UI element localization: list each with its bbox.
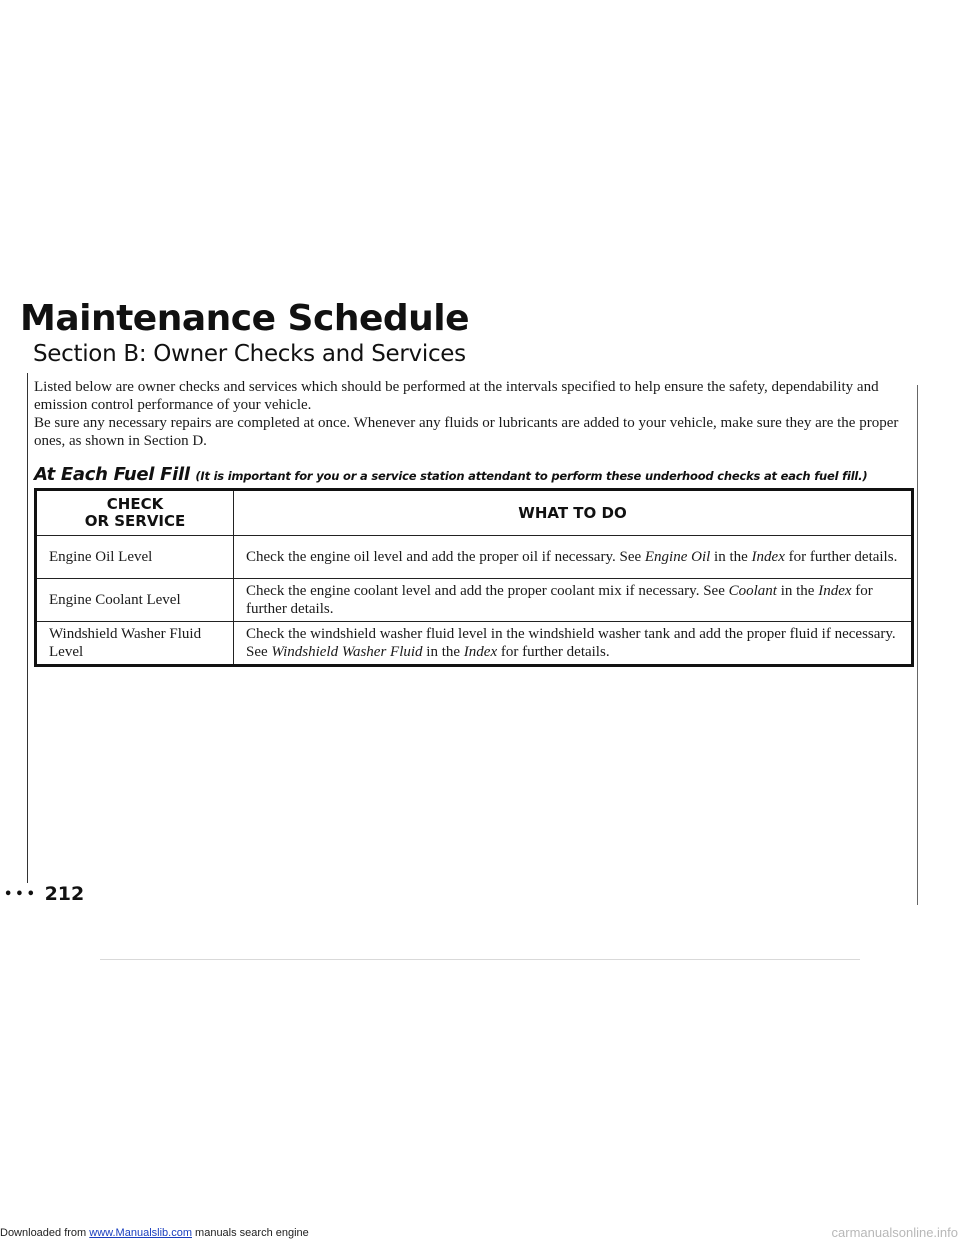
todo-text: in the bbox=[422, 644, 464, 660]
check-cell: Windshield Washer Fluid Level bbox=[36, 622, 234, 666]
page-title: Maintenance Schedule bbox=[20, 298, 470, 339]
table-row bbox=[36, 579, 913, 622]
section-title: Section B: Owner Checks and Services bbox=[33, 341, 466, 367]
todo-cell bbox=[234, 536, 913, 579]
todo-cell bbox=[234, 579, 913, 622]
todo-text: in the bbox=[710, 549, 752, 565]
column-header-check-line2: OR SERVICE bbox=[84, 512, 186, 530]
reference-topic: Windshield Washer Fluid bbox=[271, 644, 423, 660]
page-number-value: 212 bbox=[44, 883, 85, 905]
todo-text: for further details. bbox=[784, 549, 898, 565]
left-margin-rule bbox=[27, 373, 28, 883]
check-cell: Engine Coolant Level bbox=[36, 579, 234, 622]
footer-suffix: manuals search engine bbox=[191, 1227, 309, 1239]
column-header-check-line1: CHECK bbox=[106, 495, 164, 513]
intro-paragraph-2: Be sure any necessary repairs are completed at once. Whenever any fluids or lubricants are added to your vehicle, make sure they are the proper ones, as shown in Section D. bbox=[34, 415, 899, 449]
column-header-todo: WHAT TO DO bbox=[234, 490, 913, 536]
fuel-fill-heading-text: At Each Fuel Fill bbox=[34, 464, 190, 485]
index-reference: Index bbox=[751, 549, 785, 565]
owner-checks-table bbox=[34, 488, 914, 667]
download-footer bbox=[0, 1227, 309, 1239]
todo-cell bbox=[234, 622, 913, 666]
page-number bbox=[4, 883, 84, 905]
fuel-fill-note: (It is important for you or a service station attendant to perform these underhood checks at each fuel fill.) bbox=[195, 469, 868, 483]
index-reference: Index bbox=[818, 583, 852, 599]
footer-prefix: Downloaded from bbox=[0, 1227, 90, 1239]
column-header-check bbox=[36, 490, 234, 536]
todo-text: Check the engine coolant level and add the proper coolant mix if necessary. See bbox=[246, 583, 729, 599]
manualslib-link[interactable]: www.Manualslib.com bbox=[89, 1227, 192, 1239]
todo-text: in the bbox=[776, 583, 819, 599]
todo-text: for further details. bbox=[497, 644, 610, 660]
check-cell: Engine Oil Level bbox=[36, 536, 234, 579]
todo-text: Check the engine oil level and add the proper oil if necessary. See bbox=[246, 549, 645, 565]
fuel-fill-heading bbox=[34, 464, 867, 485]
right-margin-rule bbox=[917, 385, 918, 905]
watermark: carmanualsonline.info bbox=[831, 1225, 958, 1240]
reference-topic: Coolant bbox=[728, 583, 777, 599]
table-row bbox=[36, 622, 913, 666]
page-number-dots: ••• bbox=[4, 887, 38, 902]
table-header-row bbox=[36, 490, 913, 536]
index-reference: Index bbox=[463, 644, 498, 660]
page-divider bbox=[100, 959, 860, 960]
intro-paragraph-1: Listed below are owner checks and services which should be performed at the intervals specified to help ensure the safety, dependability and emission control performance of your vehicle. bbox=[34, 379, 879, 413]
reference-topic: Engine Oil bbox=[644, 549, 711, 565]
todo-text: for further details. bbox=[246, 583, 873, 617]
todo-text: Check the windshield washer fluid level in the windshield washer tank and add the proper fluid if necessary. See bbox=[246, 626, 896, 660]
table-row bbox=[36, 536, 913, 579]
